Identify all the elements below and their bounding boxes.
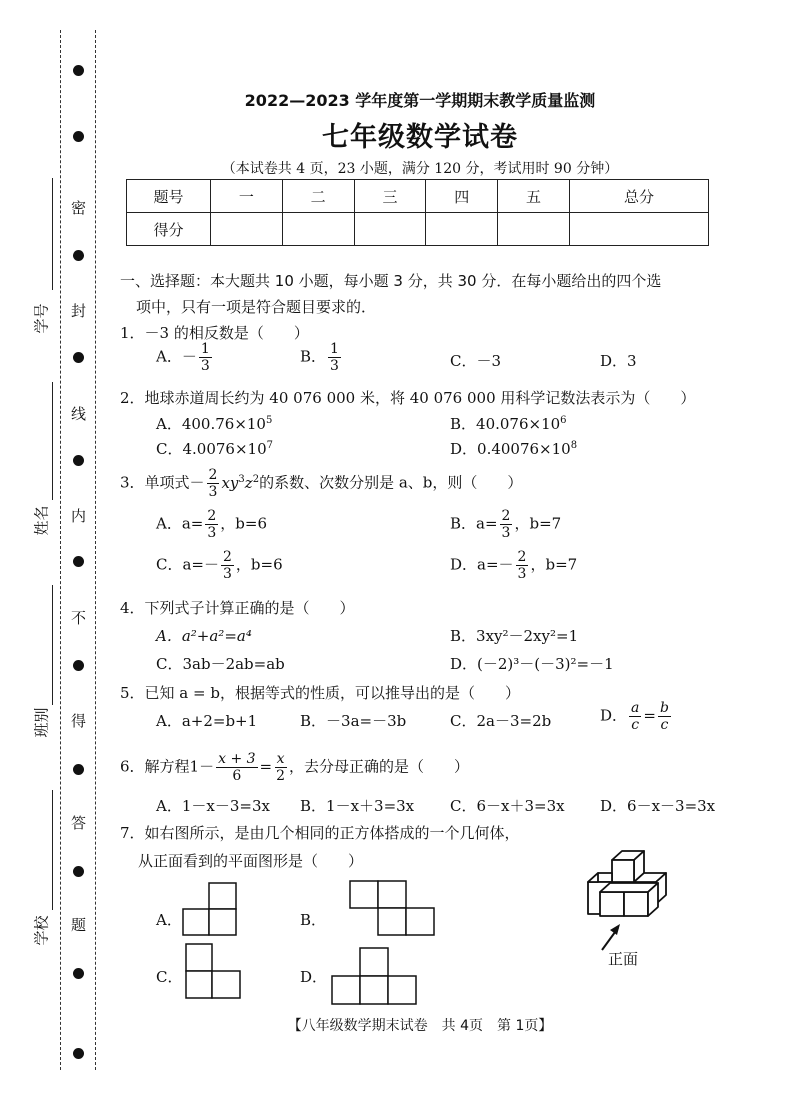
- seal-char-nei: 内: [71, 507, 87, 525]
- binding-dash-line-right: [95, 30, 96, 1070]
- binding-hole: [73, 968, 84, 979]
- q4-option-a[interactable]: A．a²+a²=a⁴: [156, 627, 252, 645]
- q3-option-d[interactable]: [450, 549, 577, 582]
- q5-d-fraction-right: [658, 700, 671, 733]
- q7-option-b-figure[interactable]: [349, 880, 435, 936]
- q6-fraction-1: [216, 751, 257, 784]
- q6-den1: 6: [232, 768, 242, 784]
- q7-stem-line1: 7．如右图所示，是由几个相同的正方体搭成的一个几何体，: [120, 824, 520, 842]
- q7-cube-figure: [580, 848, 690, 973]
- q2-d-base: D．0.40076×10: [450, 440, 571, 458]
- q1-option-a-label: A．－: [156, 347, 197, 366]
- q3-option-b[interactable]: [450, 508, 561, 541]
- q5-stem: 5．已知 a = b，根据等式的性质，可以推导出的是（ ）: [120, 684, 520, 702]
- school-label: 学校: [32, 915, 51, 946]
- score-cell[interactable]: [354, 213, 426, 246]
- q4-option-c[interactable]: C．3ab－2ab=ab: [156, 655, 285, 673]
- seal-char-xian: 线: [71, 405, 87, 423]
- score-table-header-row: [127, 180, 709, 213]
- score-table-row-label: 得分: [127, 213, 211, 246]
- binding-hole: [73, 131, 84, 142]
- score-cell-total[interactable]: [569, 213, 708, 246]
- q3-d-fraction: [516, 549, 529, 582]
- q5-d-fraction-left: [629, 700, 641, 733]
- q1-option-b-label: B．: [300, 347, 327, 366]
- seal-char-da: 答: [71, 814, 87, 832]
- q3-c-fraction: [221, 549, 234, 582]
- binding-hole: [73, 455, 84, 466]
- q4-option-b[interactable]: B．3xy²－2xy²=1: [450, 627, 579, 645]
- exam-info: （本试卷共 4 页，23 小题，满分 120 分，考试用时 90 分钟）: [221, 161, 619, 177]
- score-table-score-row: [127, 213, 709, 246]
- q1-stem: 1．－3 的相反数是（ ）: [120, 324, 309, 342]
- q3-b-post: ，b=7: [514, 514, 562, 533]
- q2-b-exp: 6: [560, 415, 567, 426]
- binding-hole: [73, 250, 84, 261]
- q3-c-num: 2: [223, 549, 232, 565]
- q6-fraction-2: [274, 751, 287, 784]
- q7-option-b-label[interactable]: B．: [300, 911, 327, 929]
- front-arrow-head: [610, 924, 620, 935]
- score-cell[interactable]: [211, 213, 283, 246]
- score-table-col-2: 二: [282, 180, 354, 213]
- q1-a-numerator: 1: [200, 341, 210, 357]
- score-table: [126, 179, 709, 246]
- seal-char-ti: 题: [71, 916, 87, 934]
- q5-option-d[interactable]: [600, 700, 673, 733]
- q1-option-a[interactable]: [156, 341, 214, 374]
- q4-stem: 4．下列式子计算正确的是（ ）: [120, 599, 355, 617]
- q5-option-c[interactable]: C．2a－3=2b: [450, 712, 552, 730]
- q5-d-num1: a: [631, 700, 640, 716]
- q3-option-a[interactable]: [156, 508, 267, 541]
- q3-d-post: ，b=7: [530, 555, 578, 574]
- binding-hole: [73, 1048, 84, 1059]
- q3-c-den: 3: [223, 566, 232, 582]
- q7-option-c-label[interactable]: C．: [156, 968, 183, 986]
- q6-stem-post: ，去分母正确的是（ ）: [289, 757, 470, 776]
- seal-char-bu: 不: [71, 609, 87, 627]
- name-line: [52, 382, 53, 500]
- q3-b-num: 2: [501, 508, 511, 524]
- binding-hole: [73, 65, 84, 76]
- front-cube-a: [600, 892, 624, 916]
- binding-hole: [73, 556, 84, 567]
- score-cell[interactable]: [426, 213, 498, 246]
- q3-stem: [120, 467, 522, 500]
- q3-stem-pre: 3．单项式－: [120, 473, 205, 492]
- student-id-label: 学号: [32, 303, 51, 334]
- q2-option-b[interactable]: [450, 413, 567, 434]
- q2-a-base: A．400.76×10: [156, 415, 266, 433]
- seal-char-de: 得: [71, 712, 87, 730]
- q3-stem-post: 的系数、次数分别是 a、b，则（ ）: [259, 473, 523, 492]
- binding-hole: [73, 866, 84, 877]
- exam-year-line: 2022—2023 学年度第一学期期末教学质量监测: [244, 91, 596, 110]
- q3-b-den: 3: [501, 525, 511, 541]
- score-table-col-4: 四: [426, 180, 498, 213]
- q7-option-a-figure[interactable]: [182, 882, 238, 936]
- q3-c-pre: C．a=－: [156, 555, 219, 574]
- q6-num2: x: [276, 751, 285, 767]
- top-cube-front-face: [612, 860, 634, 882]
- front-view-label: 正面: [608, 950, 639, 968]
- q3-d-num: 2: [517, 549, 527, 565]
- score-table-col-3: 三: [354, 180, 426, 213]
- binding-dash-line-left: [60, 30, 61, 1070]
- bottom-left-cube-side: [588, 873, 598, 882]
- q7-option-d-label[interactable]: D．: [300, 968, 328, 986]
- q6-stem-pre: 6．解方程1－: [120, 757, 215, 776]
- q1-option-d[interactable]: D．3: [600, 352, 637, 370]
- seal-char-feng: 封: [71, 302, 87, 320]
- q7-option-a-label[interactable]: A．: [156, 911, 182, 929]
- q2-c-base: C．4.0076×10: [156, 440, 267, 458]
- q1-b-numerator: 1: [330, 341, 339, 357]
- q3-b-fraction: [500, 508, 513, 541]
- class-line: [52, 585, 53, 705]
- q5-option-a[interactable]: A．a+2=b+1: [156, 712, 258, 730]
- q6-option-b[interactable]: B．1－x＋3=3x: [300, 797, 415, 815]
- q7-option-c-figure[interactable]: [185, 943, 241, 999]
- score-cell[interactable]: [282, 213, 354, 246]
- q1-option-c[interactable]: C．－3: [450, 352, 502, 370]
- score-cell[interactable]: [498, 213, 570, 246]
- seal-char-mi: 密: [71, 199, 87, 217]
- q2-a-exp: 5: [265, 415, 273, 426]
- q5-d-label: D．: [600, 706, 628, 725]
- q2-stem: 2．地球赤道周长约为 40 076 000 米，将 40 076 000 用科学记数法表示为（ ）: [120, 389, 696, 407]
- q2-option-d[interactable]: [450, 438, 577, 459]
- q6-option-a[interactable]: A．1－x－3=3x: [156, 797, 270, 815]
- q1-a-denominator: 3: [200, 358, 210, 374]
- q6-eq: =: [259, 757, 273, 776]
- q3-b-pre: B．a=: [450, 514, 498, 533]
- q1-option-b[interactable]: [300, 341, 343, 374]
- q2-option-a[interactable]: [156, 413, 272, 434]
- q3-a-post: ，b=6: [220, 514, 267, 533]
- q2-c-exp: 7: [266, 440, 273, 451]
- q3-coef-fraction: [207, 467, 220, 500]
- q1-b-denominator: 3: [330, 358, 339, 374]
- q3-a-den: 3: [207, 525, 217, 541]
- score-table-col-5: 五: [498, 180, 570, 213]
- q5-d-den1: c: [631, 717, 640, 733]
- q6-stem: [120, 751, 469, 784]
- q3-d-den: 3: [517, 566, 527, 582]
- school-line: [52, 790, 53, 910]
- name-label: 姓名: [32, 505, 51, 536]
- class-label: 班别: [32, 707, 51, 738]
- q5-d-num2: b: [659, 700, 669, 716]
- q4-option-d[interactable]: D．(－2)³－(－3)²=－1: [450, 655, 614, 673]
- q3-a-fraction: [205, 508, 218, 541]
- q5-d-den2: c: [660, 717, 669, 733]
- q3-option-c[interactable]: [156, 549, 283, 582]
- section1-instructions-line1: 一、选择题：本大题共 10 小题，每小题 3 分，共 30 分．在每小题给出的四个选: [120, 272, 662, 290]
- q3-coef-den: 3: [208, 484, 218, 500]
- q7-option-d-figure[interactable]: [331, 947, 417, 1005]
- q3-c-post: ，b=6: [235, 555, 283, 574]
- section1-instructions-line2: 项中，只有一项是符合题目要求的．: [136, 298, 377, 316]
- q5-option-b[interactable]: B．－3a=－3b: [300, 712, 407, 730]
- q1-option-a-fraction: [199, 341, 212, 374]
- q3-a-num: 2: [207, 508, 217, 524]
- q2-option-c[interactable]: [156, 438, 273, 459]
- score-table-col-1: 一: [211, 180, 283, 213]
- q6-num1: x + 3: [218, 751, 256, 767]
- q3-monomial: $xy^3z^2$: [221, 473, 260, 492]
- q2-d-exp: 8: [570, 440, 578, 451]
- binding-hole: [73, 352, 84, 363]
- q3-a-pre: A．a=: [156, 514, 204, 533]
- binding-hole: [73, 764, 84, 775]
- score-table-header-label: 题号: [127, 180, 211, 213]
- binding-hole: [73, 660, 84, 671]
- q6-option-c[interactable]: C．6－x＋3=3x: [450, 797, 565, 815]
- q3-coef-num: 2: [208, 467, 218, 483]
- score-table-col-total: 总分: [569, 180, 708, 213]
- q1-option-b-fraction: [328, 341, 341, 374]
- q6-den2: 2: [276, 768, 286, 784]
- exam-title: 七年级数学试卷: [322, 122, 518, 153]
- student-id-line: [52, 178, 53, 290]
- page-footer: 【八年级数学期末试卷 共 4页 第 1页】: [287, 1018, 553, 1034]
- q6-option-d[interactable]: D．6－x－3=3x: [600, 797, 716, 815]
- front-cube-b: [624, 892, 648, 916]
- q3-d-pre: D．a=－: [450, 555, 514, 574]
- q2-b-base: B．40.076×10: [450, 415, 561, 433]
- q7-stem-line2: 从正面看到的平面图形是（ ）: [138, 852, 364, 870]
- q5-d-eq: =: [643, 706, 656, 725]
